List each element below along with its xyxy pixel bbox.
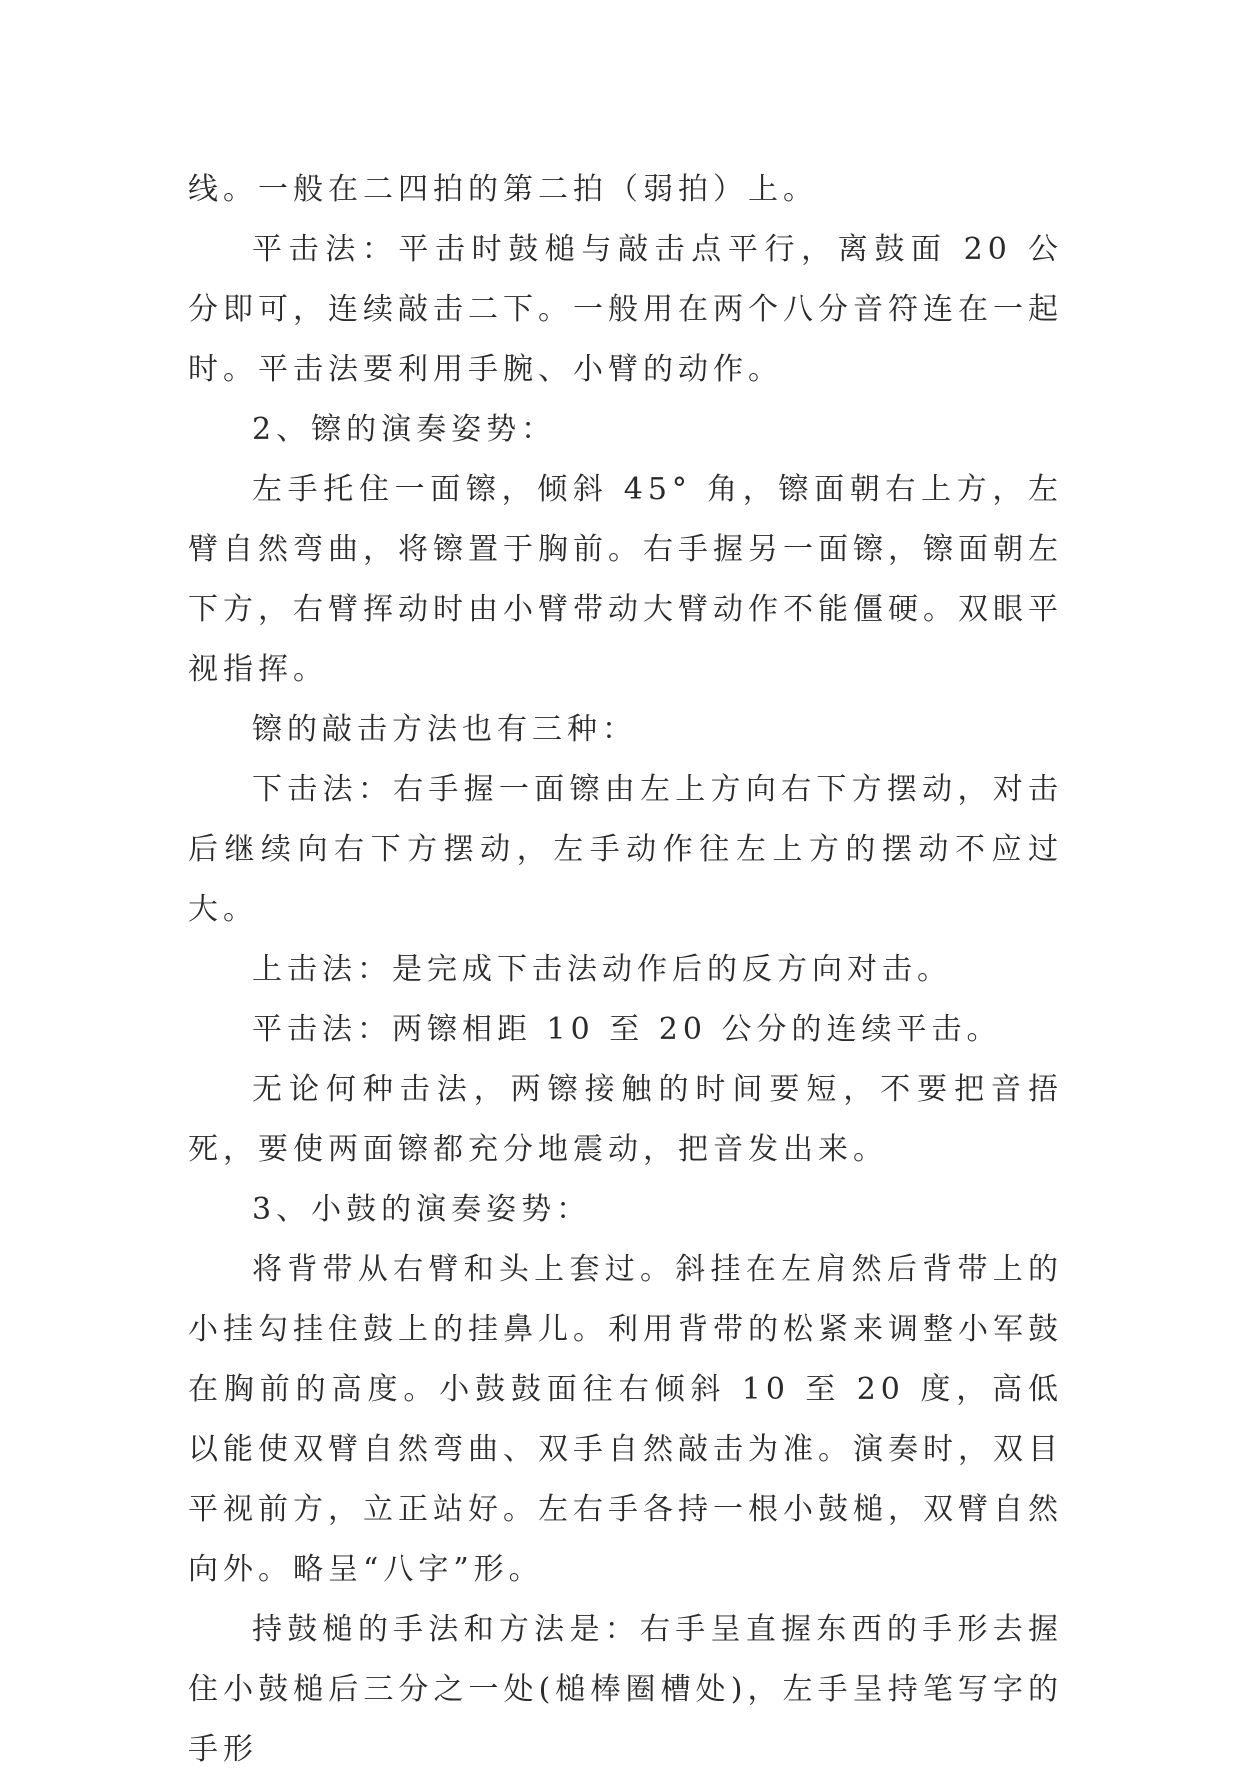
paragraph-4: 左手托住一面镲，倾斜 45° 角，镲面朝右上方，左臂自然弯曲，将镲置于胸前。右手握另一面镲，镲面朝左下方，右臂挥动时由小臂带动大臂动作不能僵硬。双眼平视指挥。	[188, 472, 1063, 687]
body-text	[188, 160, 1063, 1780]
paragraph-5: 镲的敲击方法也有三种：	[252, 712, 637, 747]
paragraph-1: 线。一般在二四拍的第二拍（弱拍）上。	[188, 172, 818, 207]
paragraph-6: 下击法：右手握一面镲由左上方向右下方摆动，对击后继续向右下方摆动，左手动作往左上方的摆动不应过大。	[188, 772, 1063, 927]
paragraph-8: 平击法：两镲相距 10 至 20 公分的连续平击。	[252, 1012, 1002, 1047]
paragraph-2: 平击法：平击时鼓槌与敲击点平行，离鼓面 20 公分即可，连续敲击二下。一般用在两个八分音符连在一起时。平击法要利用手腕、小臂的动作。	[188, 232, 1063, 387]
paragraph-7: 上击法：是完成下击法动作后的反方向对击。	[252, 952, 952, 987]
paragraph-9: 无论何种击法，两镲接触的时间要短，不要把音捂死，要使两面镲都充分地震动，把音发出来。	[188, 1072, 1063, 1167]
paragraph-11: 将背带从右臂和头上套过。斜挂在左肩然后背带上的小挂勾挂住鼓上的挂鼻儿。利用背带的松紧来调整小军鼓在胸前的高度。小鼓鼓面往右倾斜 10 至 20 度，高低以能使双臂自然弯曲、双手自然敲击为准。演奏时，双目平视前方，立正站好。左右手各持一根小鼓槌，双臂自然向外。略呈“八字”形。	[188, 1252, 1063, 1587]
paragraph-12: 持鼓槌的手法和方法是：右手呈直握东西的手形去握住小鼓槌后三分之一处(槌棒圈槽处)，左手呈持笔写字的手形	[188, 1612, 1063, 1767]
section-heading-cymbal: 2、镲的演奏姿势：	[252, 412, 557, 447]
section-heading-snare: 3、小鼓的演奏姿势：	[252, 1192, 592, 1227]
